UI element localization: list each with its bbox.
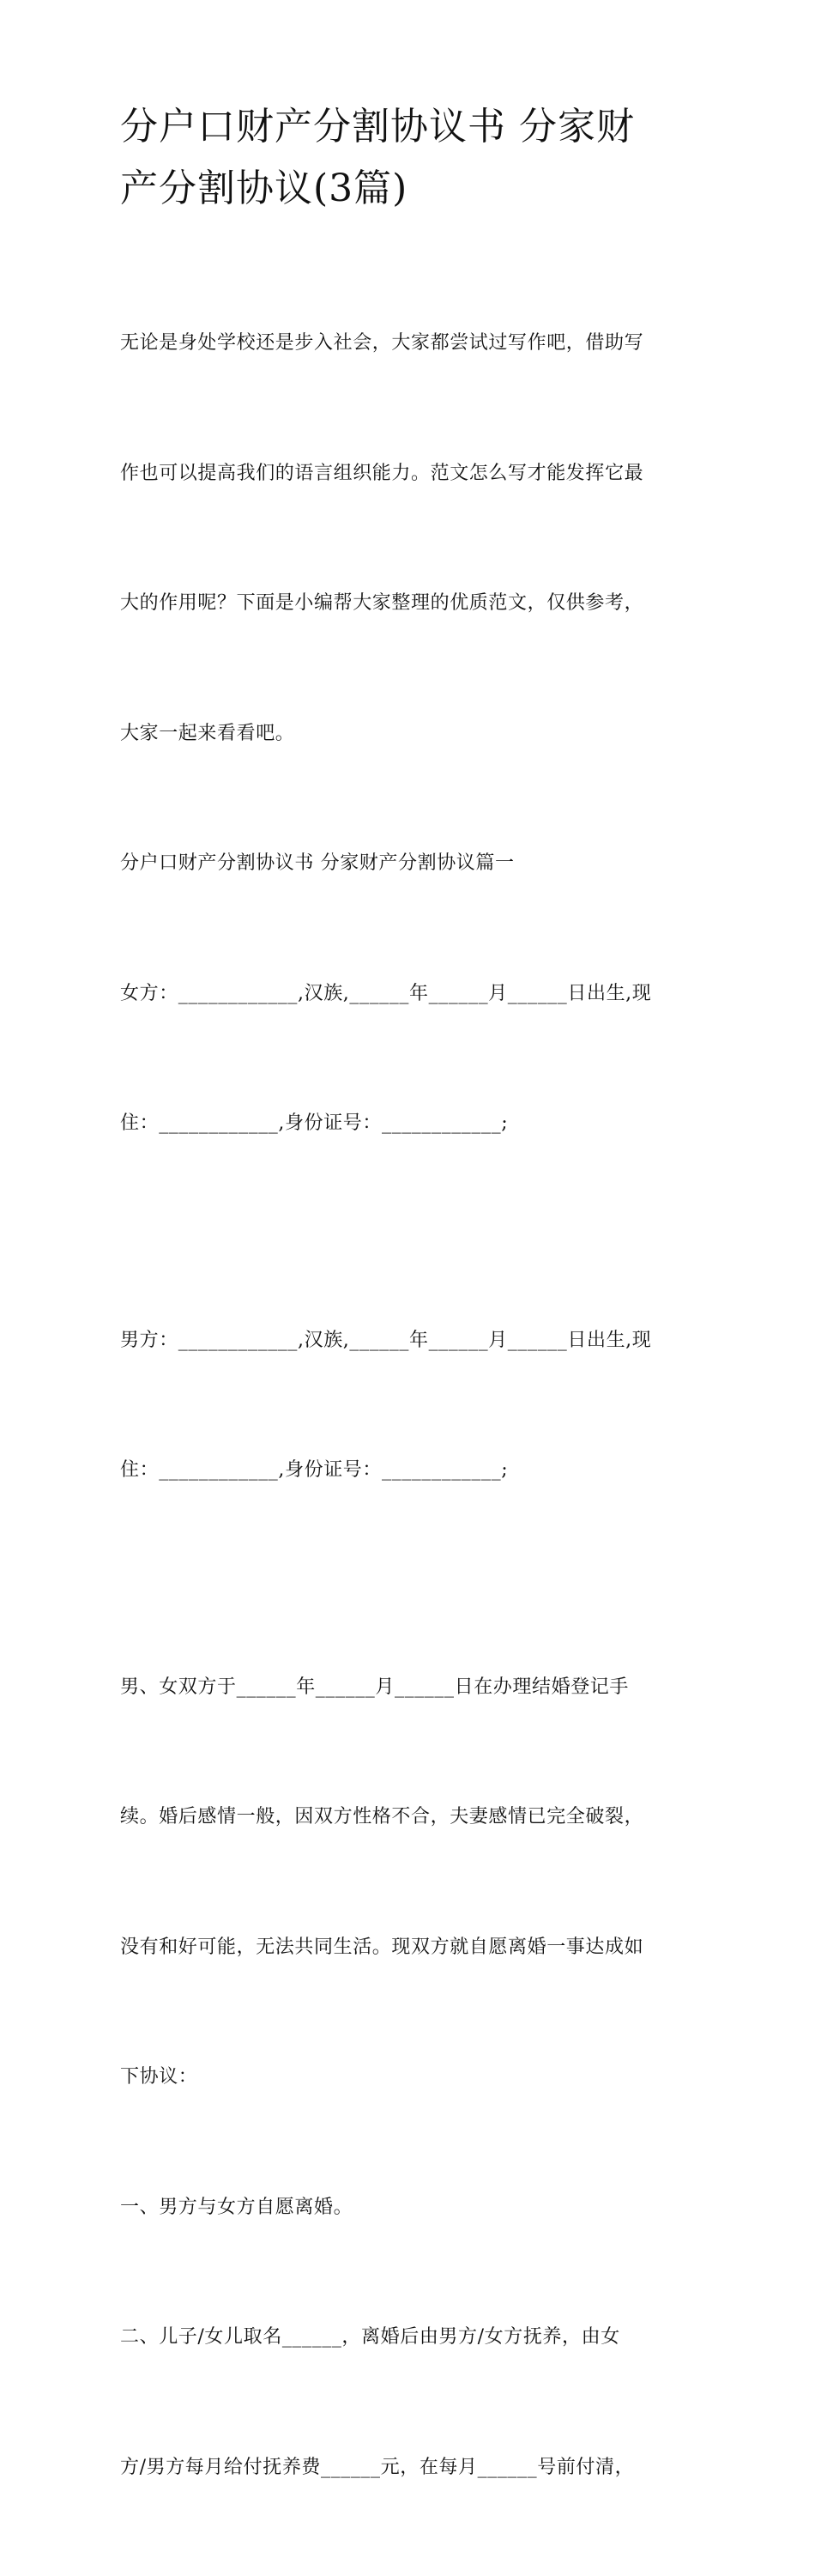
- intro-line: 大家一起来看看吧。: [120, 722, 295, 744]
- title-line: 产分割协议(3篇): [120, 167, 408, 210]
- clause-two: [120, 2229, 703, 2576]
- marriage-line: 男、女双方于______年______月______日在办理结婚登记手: [120, 1676, 630, 1698]
- marriage-statement: [120, 1579, 703, 2186]
- clause-one: 一、男方与女方自愿离婚。: [120, 2196, 353, 2218]
- marriage-line: 没有和好可能，无法共同生活。现双方就自愿离婚一事达成如: [120, 1936, 644, 1958]
- document-title: [120, 96, 703, 220]
- clause-two-line: 二、儿子/女儿取名______，离婚后由男方/女方抚养，由女: [120, 2326, 620, 2348]
- intro-line: 大的作用呢？下面是小编帮大家整理的优质范文，仅供参考，: [120, 592, 644, 614]
- male-party-line: 男方：____________,汉族,______年______月______日出生,现: [120, 1329, 652, 1351]
- intro-line: 无论是身处学校还是步入社会，大家都尝试过写作吧，借助写: [120, 332, 644, 354]
- section-heading: 分户口财产分割协议书 分家财产分割协议篇一: [120, 852, 515, 874]
- female-party-info: [120, 886, 703, 1233]
- marriage-line: 下协议：: [120, 2066, 198, 2088]
- clause-two-line: 方/男方每月给付抚养费______元，在每月______号前付清，: [120, 2456, 635, 2478]
- intro-line: 作也可以提高我们的语言组织能力。范文怎么写才能发挥它最: [120, 462, 644, 484]
- document-page: [120, 96, 703, 2576]
- marriage-line: 续。婚后感情一般，因双方性格不合，夫妻感情已完全破裂，: [120, 1806, 644, 1827]
- title-line: 分户口财产分割协议书 分家财: [120, 105, 635, 148]
- female-party-line: 住：____________,身份证号：____________;: [120, 1112, 509, 1134]
- intro-paragraph: [120, 235, 703, 842]
- male-party-info: [120, 1233, 703, 1579]
- female-party-line: 女方：____________,汉族,______年______月______日出生,现: [120, 982, 652, 1004]
- male-party-line: 住：____________,身份证号：____________;: [120, 1459, 509, 1481]
